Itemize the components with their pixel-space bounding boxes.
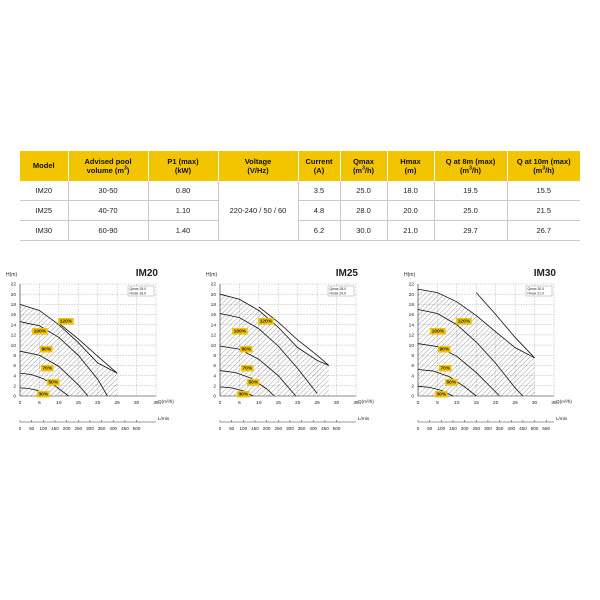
y-tick-label: 20 [210,292,216,298]
x-tick-label: 25 [114,401,120,406]
y-tick-label: 6 [213,364,216,370]
lmin-tick-label: 300 [86,426,94,431]
x-tick-label: 30 [133,401,140,406]
table-row [20,181,580,201]
lmin-tick-label: 50 [427,426,433,431]
x-tick-label: 0 [416,401,420,406]
y-tick-label: 0 [213,394,216,400]
chart-title: IM20 [135,268,158,279]
x-tick-label: 35 [353,401,359,406]
lmin-tick-label: 500 [332,426,341,431]
cell-q10: 26.7 [507,221,580,241]
x-tick-label: 15 [75,401,81,406]
cell-current: 6.2 [298,221,340,241]
y-tick-label: 16 [408,313,414,319]
header-row [20,151,580,181]
y-tick-label: 12 [10,333,16,339]
header-q10: Q at 10m (max) $(m^3/h)$ [507,151,580,181]
cell-volume: 60-90 [68,221,148,241]
header-model: Model [20,151,68,181]
pump-chart-im30 [404,268,572,431]
y-axis-label: H(m) [206,272,218,278]
cell-hmax: 20.0 [387,201,434,221]
y-tick-label: 12 [408,333,414,339]
lmin-tick-label: 350 [97,426,106,431]
speed-label: 100% [33,329,47,335]
x-tick-label: 30 [531,401,538,406]
lmin-tick-label: 200 [262,426,271,431]
y-tick-label: 14 [210,323,216,329]
chart-title: IM30 [533,268,556,279]
y-tick-label: 8 [213,353,216,359]
legend-entry: Qmax 30.0 [527,287,545,292]
x-tick-label: 35 [551,401,557,406]
chart-legend [128,286,154,296]
cell-qmax: 30.0 [340,221,387,241]
speed-label: 50% [446,380,457,386]
cell-current: 3.5 [298,181,340,201]
speed-label: 120% [259,319,273,325]
lmin-tick-label: 350 [495,426,504,431]
chart-legend [526,286,552,296]
cell-volume: 40-70 [68,201,148,221]
lmin-tick-label: 150 [449,426,457,431]
pump-chart-im20 [6,268,174,431]
speed-label: 90% [241,347,252,353]
y-tick-label: 0 [411,394,414,400]
x-tick-label: 15 [275,401,281,406]
y-tick-label: 2 [411,384,414,390]
speed-label: 70% [242,366,253,372]
x-tick-label: 5 [436,401,439,406]
cell-q10: 21.5 [507,201,580,221]
speed-label: 70% [42,366,53,372]
cell-current: 4.8 [298,201,340,221]
y-axis-label: H(m) [6,272,18,278]
lmin-tick-label: 50 [229,426,235,431]
cell-model: IM20 [20,181,68,201]
speed-label: 50% [48,380,59,386]
lmin-tick-label: 0 [218,426,222,431]
lmin-tick-label: 200 [460,426,469,431]
legend-entry: Hmax 20.0 [329,291,346,296]
y-tick-label: 18 [408,303,414,309]
legend-entry: Hmax 18.0 [129,291,146,296]
y-axis-label: H(m) [404,272,416,278]
x-tick-label: 25 [314,401,320,406]
y-tick-label: 0 [13,394,16,400]
speed-label: 30% [38,392,49,398]
cell-q8: 29.7 [434,221,507,241]
speed-label: 90% [41,347,52,353]
cell-p1: 0.80 [148,181,218,201]
cell-hmax: 18.0 [387,181,434,201]
x-tick-label: 20 [493,401,499,406]
lmin-tick-label: 450 [519,426,527,431]
y-tick-label: 22 [408,282,414,288]
header-p1: P1 (max) (kW) [148,151,218,181]
cell-qmax: 25.0 [340,181,387,201]
lmin-tick-label: 500 [132,426,141,431]
x-tick-label: 0 [18,401,22,406]
header-q8: Q at 8m (max) $(m^3/h)$ [434,151,507,181]
cell-p1: 1.10 [148,201,218,221]
header-voltage: Voltage (V/Hz) [218,151,298,181]
x-tick-label: 20 [295,401,301,406]
pump-curve-charts [0,258,600,448]
y-tick-label: 22 [210,282,216,288]
speed-label: 90% [439,347,450,353]
y-tick-label: 20 [10,292,16,298]
cell-qmax: 28.0 [340,201,387,221]
lmin-tick-label: 200 [62,426,71,431]
x-tick-label: 10 [56,401,62,406]
lmin-tick-label: 400 [507,426,516,431]
cell-q8: 25.0 [434,201,507,221]
chart-legend [328,286,354,296]
cell-q8: 19.5 [434,181,507,201]
lmin-axis-label: L/min [158,416,170,421]
speed-label: 120% [59,319,73,325]
y-tick-label: 16 [10,313,16,319]
x-tick-label: 5 [38,401,41,406]
lmin-tick-label: 150 [51,426,59,431]
lmin-tick-label: 250 [74,426,83,431]
table-row [20,201,580,221]
y-tick-label: 4 [213,374,216,380]
x-tick-label: 20 [95,401,101,406]
speed-label: 100% [431,329,445,335]
lmin-tick-label: 450 [321,426,329,431]
lmin-tick-label: 400 [309,426,318,431]
lmin-tick-label: 250 [472,426,481,431]
cell-model: IM25 [20,201,68,221]
speed-label: 30% [436,392,447,398]
y-tick-label: 10 [10,343,16,349]
lmin-tick-label: 550 [542,426,551,431]
legend-entry: Hmax 21.0 [527,291,544,296]
x-axis-label: Q(m³/h) [556,399,572,404]
lmin-tick-label: 250 [274,426,283,431]
y-tick-label: 16 [210,313,216,319]
cell-p1: 1.40 [148,221,218,241]
speed-label: 120% [457,319,471,325]
x-axis-label: Q(m³/h) [358,399,374,404]
lmin-axis-label: L/min [358,416,370,421]
y-tick-label: 2 [13,384,16,390]
lmin-tick-label: 100 [39,426,48,431]
header-current: Current (A) [298,151,340,181]
lmin-tick-label: 50 [29,426,35,431]
y-tick-label: 14 [10,323,16,329]
x-tick-label: 0 [218,401,222,406]
cell-voltage: 220-240 / 50 / 60 [218,181,298,241]
y-tick-label: 22 [10,282,16,288]
lmin-tick-label: 100 [239,426,248,431]
cell-volume: 30-50 [68,181,148,201]
y-tick-label: 10 [210,343,216,349]
y-tick-label: 4 [411,374,414,380]
legend-entry: Qmax 28.0 [329,287,347,292]
speed-label: 50% [248,380,259,386]
y-tick-label: 8 [411,353,414,359]
y-tick-label: 2 [213,384,216,390]
lmin-tick-label: 350 [297,426,306,431]
x-axis-label: Q(m³/h) [158,399,174,404]
lmin-tick-label: 450 [121,426,129,431]
lmin-tick-label: 100 [437,426,446,431]
y-tick-label: 4 [13,374,16,380]
header-qmax: Qmax $(m^3/h)$ [340,151,387,181]
y-tick-label: 10 [408,343,414,349]
pump-chart-im25 [206,268,374,431]
chart-title: IM25 [335,268,358,279]
lmin-tick-label: 500 [530,426,539,431]
x-tick-label: 15 [473,401,479,406]
lmin-axis-label: L/min [556,416,568,421]
cell-model: IM30 [20,221,68,241]
y-tick-label: 6 [411,364,414,370]
y-tick-label: 20 [408,292,414,298]
speed-label: 70% [440,366,451,372]
y-tick-label: 6 [13,364,16,370]
lmin-tick-label: 300 [484,426,492,431]
y-tick-label: 12 [210,333,216,339]
lmin-tick-label: 0 [18,426,22,431]
x-tick-label: 10 [454,401,460,406]
lmin-tick-label: 0 [416,426,420,431]
cell-hmax: 21.0 [387,221,434,241]
cell-q10: 15.5 [507,181,580,201]
x-tick-label: 25 [512,401,518,406]
speed-label: 30% [238,392,249,398]
lmin-tick-label: 400 [109,426,118,431]
speed-label: 100% [233,329,247,335]
lmin-tick-label: 300 [286,426,294,431]
y-tick-label: 14 [408,323,414,329]
legend-entry: Qmax 25.0 [129,287,147,292]
lmin-tick-label: 150 [251,426,259,431]
y-tick-label: 8 [13,353,16,359]
y-tick-label: 18 [210,303,216,309]
x-tick-label: 5 [238,401,241,406]
x-tick-label: 10 [256,401,262,406]
x-tick-label: 35 [153,401,159,406]
spec-table [20,151,580,241]
table-row [20,221,580,241]
header-volume: Advised pool volume $(m^3)$ [68,151,148,181]
x-tick-label: 30 [333,401,340,406]
header-hmax: Hmax (m) [387,151,434,181]
y-tick-label: 18 [10,303,16,309]
